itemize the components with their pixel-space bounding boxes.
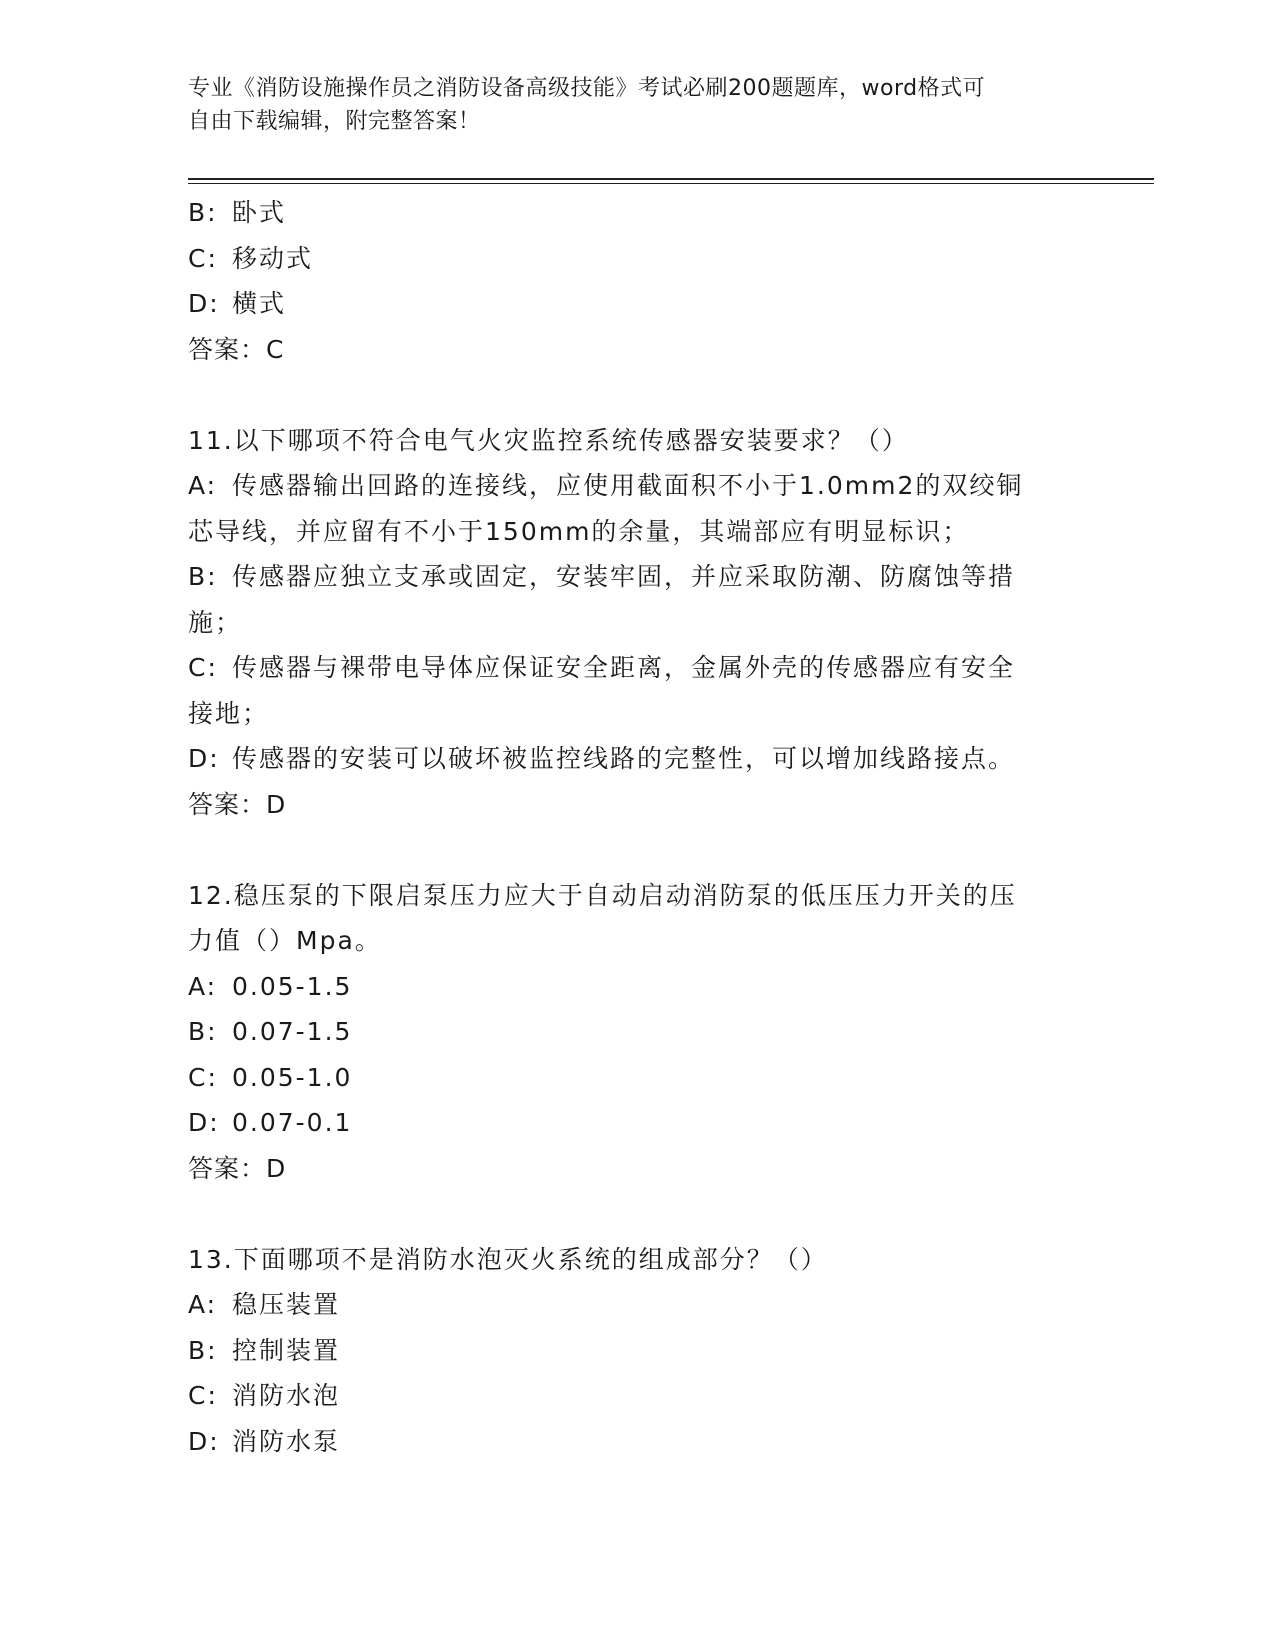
question-12-text-line-1: 12.稳压泵的下限启泵压力应大于自动启动消防泵的低压压力开关的压 [188,880,1017,910]
option-c-continued: 接地； [188,698,270,728]
option-d: D: 横式 [188,289,287,318]
answer-line: 答案：C [188,334,285,364]
question-11-block [188,418,1078,828]
answer-line: 答案：D [188,1153,287,1183]
prev-question-block [188,190,1078,372]
question-12-text-line-2: 力值（）Mpa。 [188,926,382,955]
option-d: D: 消防水泵 [188,1426,341,1456]
spacer [188,827,1078,873]
option-c: C: 0.05-1.0 [188,1062,353,1092]
option-c: C: 消防水泡 [188,1381,341,1410]
header-divider-thin [188,183,1154,184]
question-13-block [188,1237,1078,1465]
option-c: C: 移动式 [188,243,314,273]
header-divider-thick [188,178,1154,180]
option-c: C: 传感器与裸带电导体应保证安全距离，金属外壳的传感器应有安全 [188,653,1016,682]
header-line-2: 自由下载编辑，附完整答案！ [188,109,481,134]
option-b: B: 0.07-1.5 [188,1017,353,1046]
option-b: B: 卧式 [188,198,287,227]
document-header [188,72,1088,138]
spacer [188,1191,1078,1237]
question-13-text: 13.下面哪项不是消防水泡灭火系统的组成部分？（） [188,1244,828,1274]
option-b-continued: 施； [188,607,243,637]
spacer [188,372,1078,418]
option-b: B: 控制装置 [188,1335,341,1365]
header-line-1: 专业《消防设施操作员之消防设备高级技能》考试必刷200题题库，word格式可 [188,76,986,101]
option-a: A: 0.05-1.5 [188,971,353,1001]
option-d: D: 0.07-0.1 [188,1108,353,1137]
option-b: B: 传感器应独立支承或固定，安装牢固，并应采取防潮、防腐蚀等措 [188,562,1016,591]
option-d: D: 传感器的安装可以破坏被监控线路的完整性，可以增加线路接点。 [188,744,1016,773]
option-a: A: 传感器输出回路的连接线，应使用截面积不小于1.0mm2的双绞铜 [188,471,1024,500]
question-12-block [188,873,1078,1192]
option-a-continued: 芯导线，并应留有不小于150mm的余量，其端部应有明显标识； [188,516,970,546]
question-content [188,190,1078,1464]
option-a: A: 稳压装置 [188,1290,341,1319]
question-11-text: 11.以下哪项不符合电气火灾监控系统传感器安装要求？（） [188,425,909,455]
answer-line: 答案：D [188,789,287,819]
